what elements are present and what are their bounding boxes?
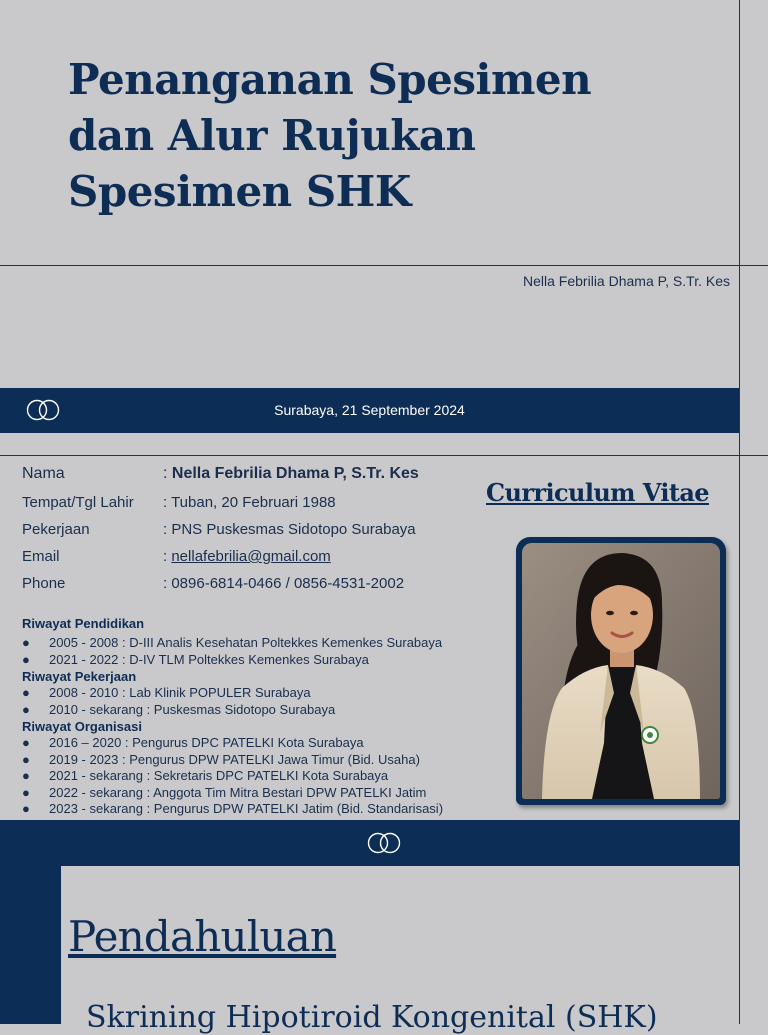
cv-value-email: : nellafebrilia@gmail.com (163, 548, 331, 565)
riwayat-organisasi-title: Riwayat Organisasi (22, 719, 142, 734)
profile-photo-frame (516, 537, 726, 805)
email-link[interactable]: nellafebrilia@gmail.com (171, 548, 331, 565)
cv-label-pekerjaan: Pekerjaan (22, 521, 90, 538)
list-item: ● 2021 - sekarang : Sekretaris DPC PATELKI Kota Surabaya (22, 768, 389, 783)
title-line-3: Spesimen SHK (68, 167, 411, 216)
cv-value-nama: : Nella Febrilia Dhama P, S.Tr. Kes (163, 465, 419, 482)
cv-value-phone: : 0896-6814-0466 / 0856-4531-2002 (163, 575, 405, 592)
cv-value-pekerjaan: : PNS Puskesmas Sidotopo Surabaya (163, 521, 416, 538)
title-divider-line (0, 265, 768, 266)
cv-label-nama: Nama (22, 465, 65, 482)
riwayat-pendidikan-title: Riwayat Pendidikan (22, 616, 145, 631)
presentation-title (68, 52, 688, 220)
list-item: ● 2019 - 2023 : Pengurus DPW PATELKI Jawa Timur (Bid. Usaha) (22, 752, 420, 767)
cv-label-tempat-tgl-lahir: Tempat/Tgl Lahir (22, 494, 134, 511)
list-item: ● 2016 – 2020 : Pengurus DPC PATELKI Kota Surabaya (22, 735, 364, 750)
cv-heading: Curriculum Vitae (486, 478, 709, 507)
vertical-divider-line (739, 0, 740, 1024)
cv-label-email: Email (22, 548, 60, 565)
presentation-date: Surabaya, 21 September 2024 (274, 402, 465, 418)
list-item: ● 2023 - sekarang : Pengurus DPW PATELKI Jatim (Bid. Standarisasi) (22, 801, 444, 816)
interlocking-rings-icon (367, 832, 401, 854)
pendahuluan-subtitle: Skrining Hipotiroid Kongenital (SHK) (86, 1000, 658, 1035)
list-item: ● 2010 - sekarang : Puskesmas Sidotopo Surabaya (22, 702, 336, 717)
list-item: ● 2008 - 2010 : Lab Klinik POPULER Surabaya (22, 685, 311, 700)
pendahuluan-title: Pendahuluan (68, 912, 337, 961)
list-item: ● 2022 - sekarang : Anggota Tim Mitra Bestari DPW PATELKI Jatim (22, 785, 427, 800)
cv-top-divider-line (0, 455, 768, 456)
list-item: ● 2021 - 2022 : D-IV TLM Poltekkes Kemenkes Surabaya (22, 652, 369, 667)
date-band (0, 388, 739, 433)
list-item: ● 2005 - 2008 : D-III Analis Kesehatan Poltekkes Kemenkes Surabaya (22, 635, 443, 650)
presenter-name: Nella Febrilia Dhama P, S.Tr. Kes (523, 273, 730, 289)
cv-value-tempat-tgl-lahir: : Tuban, 20 Februari 1988 (163, 494, 336, 511)
section-band (0, 820, 739, 866)
title-line-2: dan Alur Rujukan (68, 111, 476, 160)
riwayat-pekerjaan-title: Riwayat Pekerjaan (22, 669, 137, 684)
profile-photo (522, 543, 720, 799)
cv-label-phone: Phone (22, 575, 66, 592)
title-line-1: Penanganan Spesimen (68, 55, 592, 104)
left-accent-bar (0, 866, 61, 1024)
